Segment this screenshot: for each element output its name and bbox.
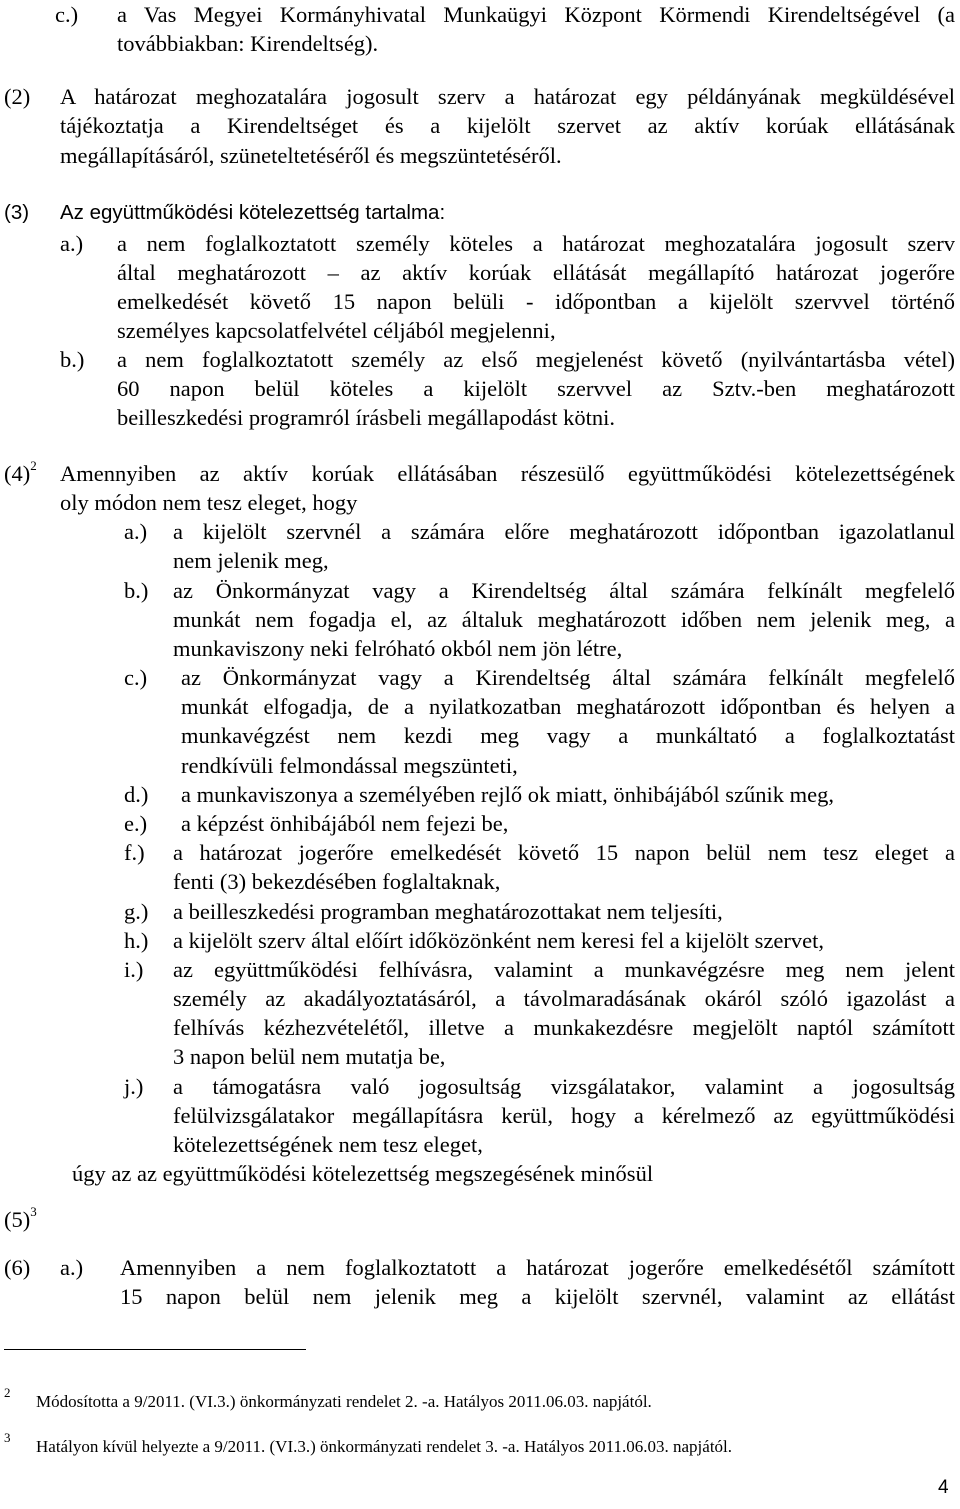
footnote-2-number: 2 bbox=[4, 1385, 11, 1400]
paragraph-2-line-1: A határozat meghozatalára jogosult szerv a határozat egy példányának megküldésével bbox=[60, 84, 955, 109]
paragraph-4-item-d-label: d.) bbox=[124, 782, 149, 807]
paragraph-4-item-h-label: h.) bbox=[124, 928, 149, 953]
footnote-3-number: 3 bbox=[4, 1430, 11, 1445]
paragraph-4-item-j-line-2: felülvizsgálatakor megállapításra kerül, hogy a kérelmező az együttműködési bbox=[173, 1103, 955, 1128]
paragraph-4-item-j-line-3: kötelezettségének nem tesz eleget, bbox=[173, 1132, 483, 1157]
paragraph-3-label: (3) bbox=[4, 201, 30, 224]
paragraph-3-item-a-line-3: emelkedését követő 15 napon belüli - időpontban a kijelölt szervvel történő bbox=[117, 289, 955, 314]
paragraph-5-number: (5) bbox=[4, 1207, 31, 1232]
footnote-ref-3: 3 bbox=[30, 1204, 37, 1219]
paragraph-6-line-2: 15 napon belül nem jelenik meg a kijelölt szervnél, valamint az ellátást bbox=[120, 1284, 955, 1309]
paragraph-4-item-d-line-1: a munkaviszonya a személyében rejlő ok miatt, önhibájából szűnik meg, bbox=[181, 782, 834, 807]
paragraph-4-item-e-line-1: a képzést önhibájából nem fejezi be, bbox=[181, 811, 509, 836]
paragraph-3-item-b-line-3: beilleszkedési programról írásbeli megállapodást kötni. bbox=[117, 405, 615, 430]
paragraph-2-line-3: megállapításáról, szüneteltetéséről és megszüntetéséről. bbox=[60, 143, 562, 168]
paragraph-5-label bbox=[4, 1204, 37, 1232]
paragraph-4-item-c-line-4: rendkívüli felmondással megszünteti, bbox=[181, 753, 518, 778]
paragraph-4-item-i-line-2: személy az akadályoztatásáról, a távolmaradásának okáról szóló igazolást a bbox=[173, 986, 955, 1011]
paragraph-6-sub-label: a.) bbox=[60, 1255, 84, 1280]
paragraph-4-number: (4) bbox=[4, 461, 31, 486]
paragraph-4-item-c-line-2: munkát elfogadja, de a nyilatkozatban meghatározott időpontban és helyen a bbox=[181, 694, 955, 719]
paragraph-4-item-i-label: i.) bbox=[124, 957, 144, 982]
footnote-2-text: Módosította a 9/2011. (VI.3.) önkormányzati rendelet 2. -a. Hatályos 2011.06.03. napjától. bbox=[36, 1392, 652, 1411]
paragraph-4-item-f-label: f.) bbox=[124, 840, 145, 865]
page-number: 4 bbox=[938, 1477, 949, 1498]
paragraph-4-item-b-line-2: munkát nem fogadja el, az általuk meghatározott időben nem jelenik meg, a bbox=[173, 607, 955, 632]
paragraph-3-item-b-line-1: a nem foglalkoztatott személy az első megjelenést követő (nyilvántartásba vétel) bbox=[117, 347, 955, 372]
paragraph-4-item-j-label: j.) bbox=[124, 1074, 144, 1099]
paragraph-2-label: (2) bbox=[4, 84, 31, 109]
paragraph-2-line-2: tájékoztatja a Kirendeltséget és a kijelölt szervet az aktív korúak ellátásának bbox=[60, 113, 955, 138]
paragraph-4-closing: úgy az az együttműködési kötelezettség megszegésének minősül bbox=[72, 1161, 654, 1186]
paragraph-4-item-g-line-1: a beilleszkedési programban meghatározottakat nem teljesíti, bbox=[173, 899, 723, 924]
item-c-label: c.) bbox=[55, 2, 79, 27]
paragraph-4-item-i-line-4: 3 napon belül nem mutatja be, bbox=[173, 1044, 446, 1069]
paragraph-4-line-1: Amennyiben az aktív korúak ellátásában részesülő együttműködési kötelezettségének bbox=[60, 461, 955, 486]
paragraph-4-item-a-line-1: a kijelölt szervnél a számára előre meghatározott időpontban igazolatlanul bbox=[173, 519, 955, 544]
paragraph-3-item-a-line-1: a nem foglalkoztatott személy köteles a határozat meghozatalára jogosult szerv bbox=[117, 231, 955, 256]
item-c-line-2: továbbiakban: Kirendeltség). bbox=[117, 31, 379, 56]
paragraph-3-item-a-line-4: személyes kapcsolatfelvétel céljából megjelenni, bbox=[117, 318, 556, 343]
footnote-ref-2: 2 bbox=[30, 458, 37, 473]
paragraph-4-item-b-label: b.) bbox=[124, 578, 149, 603]
footnote-separator bbox=[4, 1349, 306, 1350]
paragraph-3-title: Az együttműködési kötelezettség tartalma: bbox=[60, 201, 446, 224]
paragraph-4-item-h-line-1: a kijelölt szerv által előírt időközönként nem keresi fel a kijelölt szervet, bbox=[173, 928, 825, 953]
paragraph-4-item-a-line-2: nem jelenik meg, bbox=[173, 548, 329, 573]
paragraph-6-label: (6) bbox=[4, 1255, 31, 1280]
paragraph-4-line-2: oly módon nem tesz eleget, hogy bbox=[60, 490, 358, 515]
paragraph-4-item-f-line-2: fenti (3) bekezdésében foglaltaknak, bbox=[173, 869, 501, 894]
paragraph-4-item-i-line-1: az együttműködési felhívásra, valamint a munkavégzésre meg nem jelent bbox=[173, 957, 955, 982]
paragraph-4-item-c-line-3: munkavégzést nem kezdi meg vagy a munkáltató a foglalkoztatást bbox=[181, 723, 955, 748]
paragraph-4-item-a-label: a.) bbox=[124, 519, 148, 544]
paragraph-4-item-f-line-1: a határozat jogerőre emelkedését követő 15 napon belül nem tesz eleget a bbox=[173, 840, 955, 865]
paragraph-4-item-i-line-3: felhívás kézhezvételétől, illetve a munkakezdésre megjelölt naptól számított bbox=[173, 1015, 955, 1040]
paragraph-4-label bbox=[4, 458, 37, 486]
paragraph-3-item-a-label: a.) bbox=[60, 231, 84, 256]
paragraph-4-item-c-line-1: az Önkormányzat vagy a Kirendeltség által számára felkínált megfelelő bbox=[181, 665, 955, 690]
paragraph-4-item-b-line-1: az Önkormányzat vagy a Kirendeltség által számára felkínált megfelelő bbox=[173, 578, 955, 603]
paragraph-4-item-c-label: c.) bbox=[124, 665, 148, 690]
paragraph-3-item-a-line-2: által meghatározott – az aktív korúak ellátását megállapító határozat jogerőre bbox=[117, 260, 955, 285]
paragraph-4-item-e-label: e.) bbox=[124, 811, 148, 836]
paragraph-3-item-b-label: b.) bbox=[60, 347, 85, 372]
footnote-3-text: Hatályon kívül helyezte a 9/2011. (VI.3.) önkormányzati rendelet 3. -a. Hatályos 2011.06.03. napjától. bbox=[36, 1437, 733, 1456]
paragraph-3-item-b-line-2: 60 napon belül köteles a kijelölt szervvel az Sztv.-ben meghatározott bbox=[117, 376, 955, 401]
paragraph-4-item-j-line-1: a támogatásra való jogosultság vizsgálatakor, valamint a jogosultság bbox=[173, 1074, 955, 1099]
paragraph-4-item-g-label: g.) bbox=[124, 899, 149, 924]
item-c-line-1: a Vas Megyei Kormányhivatal Munkaügyi Központ Körmendi Kirendeltségével (a bbox=[117, 2, 955, 27]
paragraph-4-item-b-line-3: munkaviszony neki felróható okból nem jön létre, bbox=[173, 636, 623, 661]
paragraph-6-line-1: Amennyiben a nem foglalkoztatott a határozat jogerőre emelkedésétől számított bbox=[120, 1255, 955, 1280]
